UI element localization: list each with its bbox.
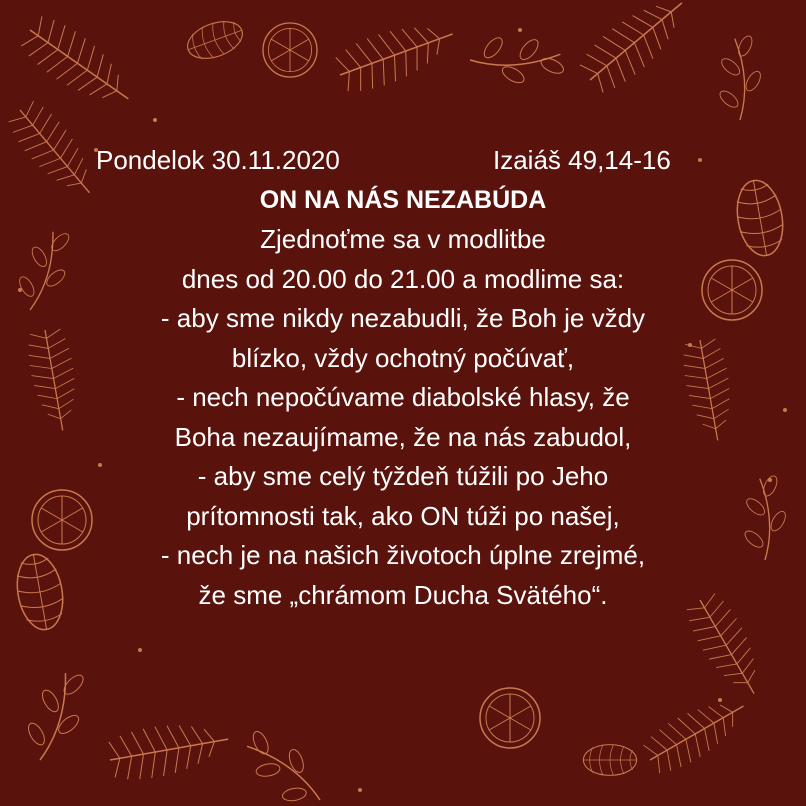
message-line: blízko, vždy ochotný počúvať, xyxy=(231,342,575,373)
dried-orange-slice-icon xyxy=(263,23,317,77)
leaf-sprig-icon xyxy=(20,665,90,766)
header-line xyxy=(60,140,746,180)
message-line: - nech nepočúvame diabolské hlasy, že xyxy=(176,382,630,412)
message-title: ON NA NÁS NEZABÚDA xyxy=(259,186,547,214)
message-line: Zjednoťme sa v modlitbe xyxy=(260,224,546,254)
pine-branch-icon xyxy=(16,10,143,120)
date-label: Pondelok 30.11.2020 xyxy=(96,145,340,175)
pine-branch-icon xyxy=(639,687,755,780)
leaf-sprig-icon xyxy=(466,24,567,94)
message-line: - nech je na našich životoch úplne zrejmé, xyxy=(160,540,646,570)
message-line: - aby sme celý týždeň túžili po Jeho xyxy=(197,461,609,491)
message-line: Boha nezaujímame, že na nás zabudol, xyxy=(174,421,632,452)
pine-cone-icon xyxy=(583,745,636,776)
message-line: že sme „chrámom Ducha Svätého“. xyxy=(198,579,608,610)
message-block xyxy=(60,140,746,615)
leaf-sprig-icon xyxy=(707,32,770,123)
scripture-reference: Izaiáš 49,14-16 xyxy=(493,145,671,175)
pine-branch-icon xyxy=(574,0,698,99)
message-line: dnes od 20.00 do 21.00 a modlime sa: xyxy=(181,263,625,294)
dried-orange-slice-icon xyxy=(480,688,540,748)
pine-branch-icon xyxy=(331,10,461,98)
pine-branch-icon xyxy=(106,715,233,785)
pine-cone-icon xyxy=(183,15,248,66)
message-line: prítomnosti tak, ako ON túži po našej, xyxy=(186,500,620,531)
leaf-sprig-icon xyxy=(229,724,337,806)
message-line: - aby sme nikdy nezabudli, že Boh je vždy xyxy=(160,303,646,333)
